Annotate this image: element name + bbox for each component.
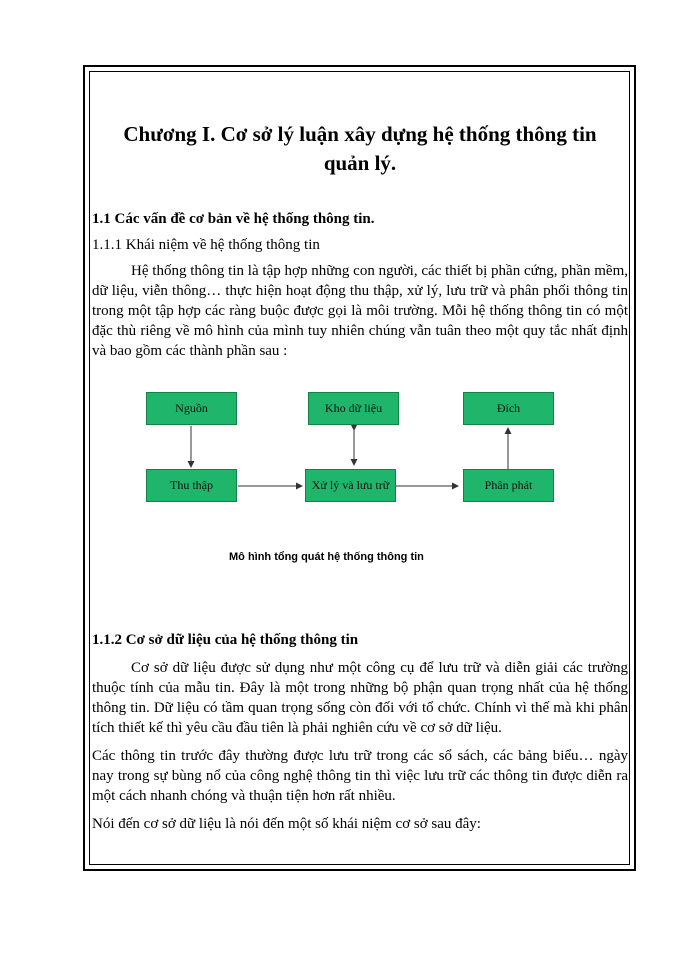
paragraph-database-3: Nói đến cơ sở dữ liệu là nói đến một số khái niệm cơ sở sau đây: — [92, 816, 481, 832]
paragraph-database-1: Cơ sở dữ liệu được sử dụng như một công cụ để lưu trữ và diễn giải các trường thuộc tính của mẫu tin. Đây là một trong những bộ phận quan trọng nhất của hệ thống thông tin. Dữ liệu có tầm quan trọng sống còn đối với tổ chức. Chính vì thế mà khi phân tích thiết kế thì yêu cầu đầu tiên là phải nghiên cứu về cơ sở dữ liệu. — [92, 660, 628, 736]
paragraph-information-system: Hệ thống thông tin là tập hợp những con người, các thiết bị phần cứng, phần mềm, dữ liệu, viễn thông… thực hiện hoạt động thu thập, xử lý, lưu trữ và phân phối thông tin trong một tập hợp các ràng buộc được gọi là môi trường. Mỗi hệ thống thông tin có một đặc thù riêng về mô hình của mình tuy nhiên chúng vẫn tuân theo một quy tắc nhất định và bao gồm các thành phần sau : — [92, 263, 628, 359]
information-system-diagram — [145, 370, 565, 580]
subsection-heading-1-1-1: 1.1.1 Khái niệm về hệ thống thông tin — [92, 237, 320, 253]
paragraph-database-2: Các thông tin trước đây thường được lưu trữ trong các sổ sách, các bảng biểu… ngày nay trong sự bùng nổ của công nghệ thông tin thì việc lưu trữ các thông tin được diễn ra một cách nhanh chóng và thuận tiện hơn rất nhiều. — [92, 748, 628, 804]
chapter-title: Chương I. Cơ sở lý luận xây dựng hệ thống thông tin quản lý. — [123, 122, 597, 175]
box-nguon: Nguồn — [146, 392, 237, 425]
diagram-caption: Mô hình tổng quát hệ thống thông tin — [229, 551, 424, 563]
box-xu-ly: Xử lý và lưu trữ — [305, 469, 396, 502]
box-thu-thap: Thu thập — [146, 469, 237, 502]
box-phan-phat: Phân phát — [463, 469, 554, 502]
box-kho-du-lieu: Kho dữ liệu — [308, 392, 399, 425]
box-dich: Đích — [463, 392, 554, 425]
section-heading-1-1: 1.1 Các vấn đề cơ bản về hệ thống thông tin. — [92, 211, 375, 227]
subsection-heading-1-1-2: 1.1.2 Cơ sở dữ liệu của hệ thống thông tin — [92, 632, 359, 648]
